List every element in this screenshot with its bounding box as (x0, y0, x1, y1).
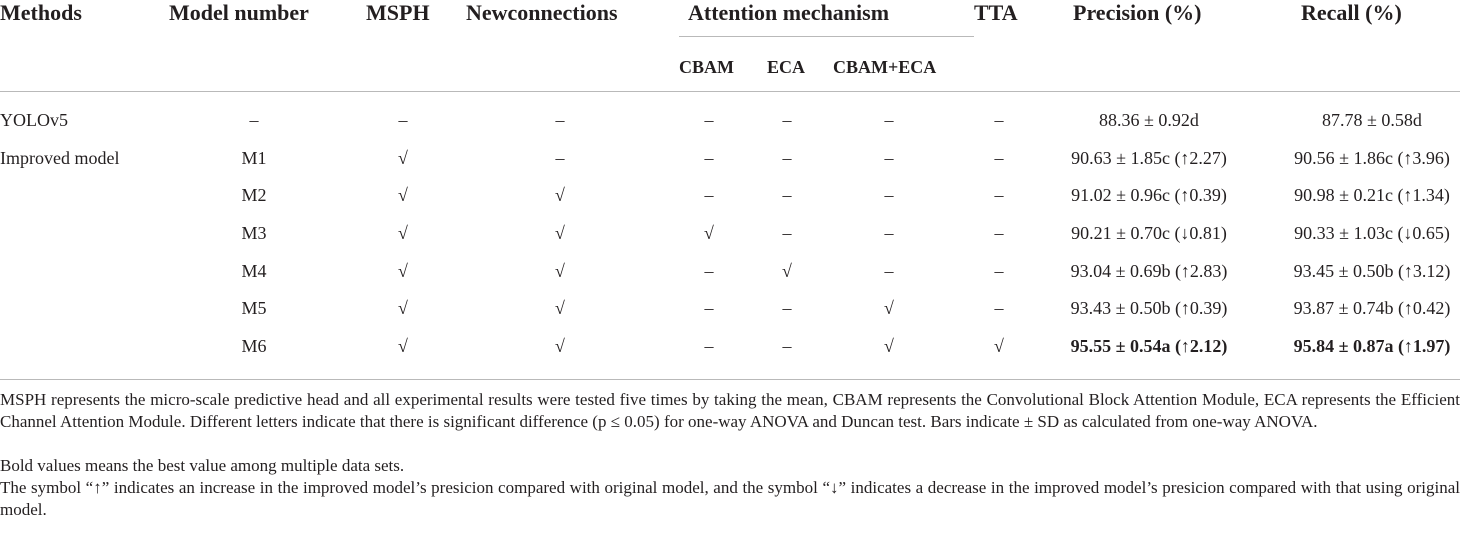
cell-msph: – (398, 110, 408, 130)
cell-cbam-eca: – (884, 148, 894, 168)
cell-newconnections: √ (555, 261, 565, 281)
cell-msph: √ (398, 223, 408, 243)
cell-eca: – (782, 110, 792, 130)
cell-precision: 93.43 ± 0.50b (↑0.39) (1070, 298, 1228, 318)
header-precision: Precision (%) (1073, 0, 1202, 25)
attention-header-rule (679, 36, 974, 37)
header-model-number: Model number (169, 0, 309, 25)
cell-newconnections: √ (555, 298, 565, 318)
cell-method: YOLOv5 (0, 110, 68, 130)
cell-tta: – (994, 223, 1004, 243)
cell-msph: √ (398, 185, 408, 205)
header-rule (0, 91, 1460, 92)
subheader-cbam-eca: CBAM+ECA (833, 57, 937, 77)
cell-precision: 88.36 ± 0.92d (1099, 110, 1199, 130)
cell-precision: 90.21 ± 0.70c (↓0.81) (1071, 223, 1227, 243)
cell-model-number: M1 (241, 148, 267, 168)
cell-model-number: M3 (241, 223, 267, 243)
cell-recall: 90.33 ± 1.03c (↓0.65) (1294, 223, 1450, 243)
cell-newconnections: – (555, 148, 565, 168)
header-methods: Methods (0, 0, 82, 25)
cell-recall: 90.98 ± 0.21c (↑1.34) (1294, 185, 1450, 205)
cell-tta: – (994, 110, 1004, 130)
cell-eca: √ (782, 261, 792, 281)
cell-cbam-eca: √ (884, 336, 894, 356)
footnote-bold-values: Bold values means the best value among multiple data sets. (0, 456, 405, 475)
cell-model-number: M4 (241, 261, 267, 281)
cell-msph: √ (398, 148, 408, 168)
header-tta: TTA (974, 0, 1018, 25)
cell-cbam: – (704, 298, 714, 318)
cell-cbam: – (704, 261, 714, 281)
cell-cbam: – (704, 185, 714, 205)
cell-recall: 90.56 ± 1.86c (↑3.96) (1294, 148, 1450, 168)
cell-tta: – (994, 148, 1004, 168)
cell-cbam-eca: √ (884, 298, 894, 318)
cell-tta: – (994, 185, 1004, 205)
cell-method: Improved model (0, 148, 120, 168)
cell-eca: – (782, 185, 792, 205)
cell-model-number: M6 (241, 336, 267, 356)
cell-newconnections: – (555, 110, 565, 130)
cell-recall: 95.84 ± 0.87a (↑1.97) (1293, 336, 1451, 356)
cell-eca: – (782, 336, 792, 356)
cell-msph: √ (398, 298, 408, 318)
cell-tta: √ (994, 336, 1004, 356)
header-newconnections: Newconnections (466, 0, 618, 25)
cell-recall: 87.78 ± 0.58d (1322, 110, 1422, 130)
cell-newconnections: √ (555, 336, 565, 356)
footnote-abbreviations: MSPH represents the micro-scale predictive head and all experimental results were tested five times by taking the mean, CBAM represents the Convolutional Block Attention Module, ECA represents the Efficient Channel Attention Module. Different letters indicate that there is significant difference (p ≤ 0.05) for one-way ANOVA and Duncan test. Bars indicate ± SD as calculated from one-way ANOVA. (0, 390, 1460, 431)
cell-newconnections: √ (555, 223, 565, 243)
cell-eca: – (782, 298, 792, 318)
cell-precision: 93.04 ± 0.69b (↑2.83) (1070, 261, 1228, 281)
cell-precision: 90.63 ± 1.85c (↑2.27) (1071, 148, 1227, 168)
footnote-arrow-symbols: The symbol “↑” indicates an increase in the improved model’s presicion compared with original model, and the symbol “↓” indicates a decrease in the improved model’s presicion compared with that using original model. (0, 478, 1460, 519)
cell-eca: – (782, 148, 792, 168)
header-recall: Recall (%) (1301, 0, 1402, 25)
header-msph: MSPH (366, 0, 430, 25)
cell-model-number: M2 (241, 185, 267, 205)
body-rule (0, 379, 1460, 380)
cell-model-number: M5 (241, 298, 267, 318)
cell-cbam: √ (704, 223, 714, 243)
cell-precision: 95.55 ± 0.54a (↑2.12) (1070, 336, 1228, 356)
cell-newconnections: √ (555, 185, 565, 205)
cell-cbam-eca: – (884, 261, 894, 281)
cell-cbam: – (704, 148, 714, 168)
cell-tta: – (994, 261, 1004, 281)
cell-msph: √ (398, 336, 408, 356)
cell-cbam-eca: – (884, 110, 894, 130)
cell-msph: √ (398, 261, 408, 281)
cell-cbam: – (704, 336, 714, 356)
cell-cbam: – (704, 110, 714, 130)
cell-precision: 91.02 ± 0.96c (↑0.39) (1071, 185, 1227, 205)
subheader-eca: ECA (767, 57, 806, 77)
cell-recall: 93.87 ± 0.74b (↑0.42) (1293, 298, 1451, 318)
cell-tta: – (994, 298, 1004, 318)
cell-eca: – (782, 223, 792, 243)
subheader-cbam: CBAM (679, 57, 734, 77)
cell-cbam-eca: – (884, 223, 894, 243)
cell-cbam-eca: – (884, 185, 894, 205)
cell-recall: 93.45 ± 0.50b (↑3.12) (1293, 261, 1451, 281)
cell-model-number: – (249, 110, 259, 130)
header-attention-mechanism: Attention mechanism (688, 0, 890, 25)
